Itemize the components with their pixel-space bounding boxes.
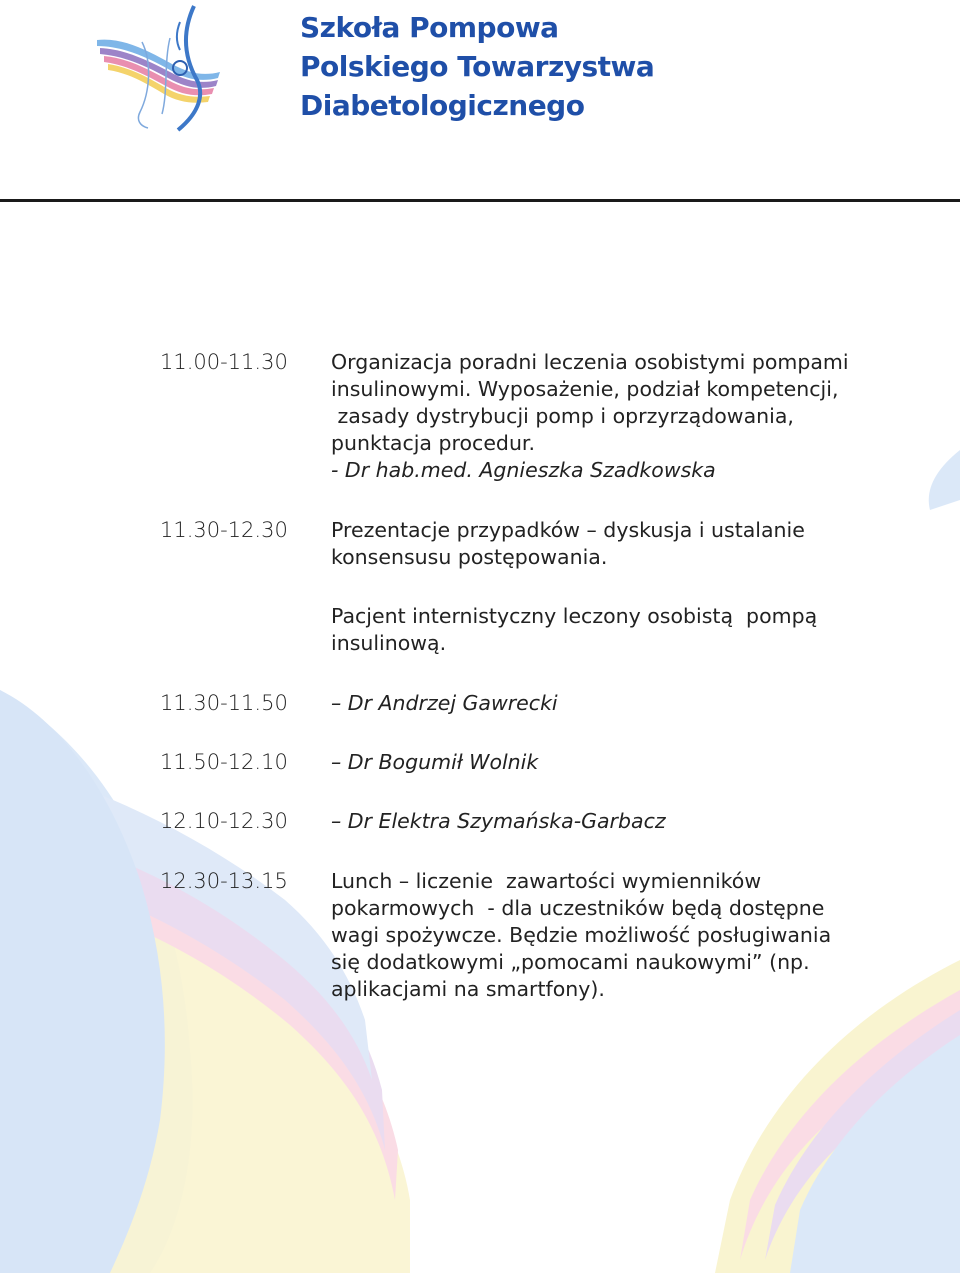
agenda-description [331,517,805,571]
organization-name-line-1: Szkoła Pompowa [300,11,559,44]
speaker-name: – Dr Bogumił Wolnik [331,750,539,774]
agenda-description [331,868,832,1003]
agenda-time: 12.10-12.30 [160,809,288,833]
description-line: zasady dystrybucji pomp i oprzyrządowania, [331,404,794,428]
description-line: pokarmowych - dla uczestników będą dostępne [331,896,825,920]
agenda-time: 11.30-11.50 [160,691,288,715]
description-line: Pacjent internistyczny leczony osobistą pompą [331,604,818,628]
agenda-time: 12.30-13.15 [160,869,288,893]
description-line: Prezentacje przypadków – dyskusja i ustalanie [331,518,805,542]
agenda-subtopic [331,603,818,657]
organization-name [300,8,654,125]
agenda-description [331,349,849,484]
description-line: Organizacja poradni leczenia osobistymi pompami [331,350,849,374]
agenda-time: 11.00-11.30 [160,350,288,374]
description-line: Lunch – liczenie zawartości wymienników [331,869,762,893]
description-line: się dodatkowymi „pomocami naukowymi” (np. [331,950,810,974]
description-line: insulinową. [331,631,447,655]
organization-name-line-2: Polskiego Towarzystwa [300,50,655,83]
description-line: konsensusu postępowania. [331,545,608,569]
speaker-name: - Dr hab.med. Agnieszka Szadkowska [331,458,716,482]
speaker-name: – Dr Elektra Szymańska-Garbacz [331,809,666,833]
agenda-time: 11.30-12.30 [160,518,288,542]
description-line: aplikacjami na smartfony). [331,977,605,1001]
agenda-time: 11.50-12.10 [160,750,288,774]
organization-logo [92,2,222,134]
description-line: punktacja procedur. [331,431,535,455]
speaker-name: – Dr Andrzej Gawrecki [331,691,558,715]
description-line: insulinowymi. Wyposażenie, podział kompetencji, [331,377,839,401]
description-line: wagi spożywcze. Będzie możliwość posługiwania [331,923,832,947]
organization-name-line-3: Diabetologicznego [300,89,585,122]
header-divider [0,199,960,202]
